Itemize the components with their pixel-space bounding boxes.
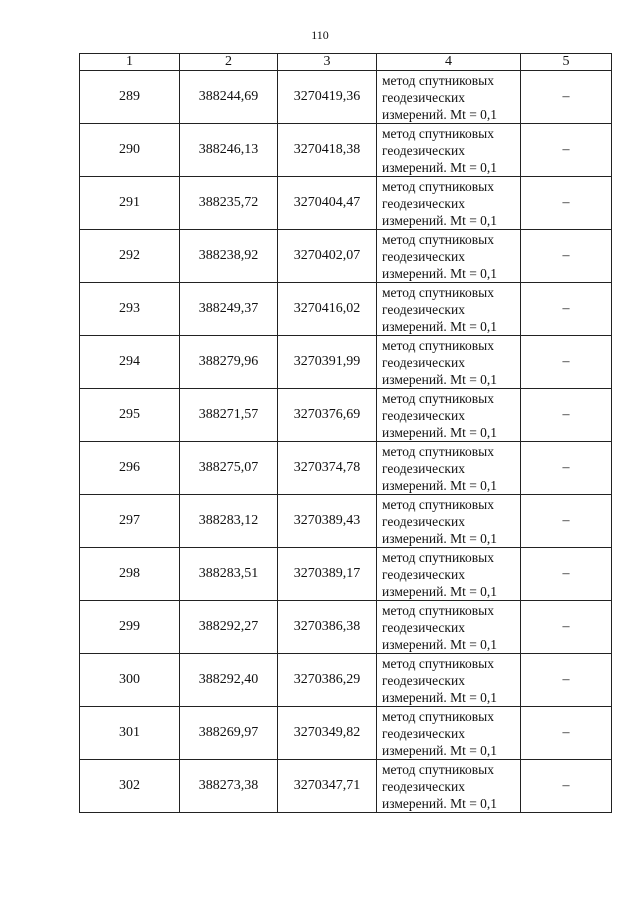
coordinate-y: 3270386,38 bbox=[278, 601, 377, 654]
table-row bbox=[80, 654, 612, 707]
point-number: 290 bbox=[80, 124, 180, 177]
coordinate-y: 3270374,78 bbox=[278, 442, 377, 495]
coordinate-x: 388283,51 bbox=[180, 548, 278, 601]
table-row bbox=[80, 177, 612, 230]
note: – bbox=[521, 283, 612, 336]
point-number: 300 bbox=[80, 654, 180, 707]
coordinate-x: 388292,40 bbox=[180, 654, 278, 707]
measurement-method: метод спутниковых геодезических измерений. Mt = 0,1 bbox=[377, 124, 521, 177]
table-row bbox=[80, 230, 612, 283]
point-number: 298 bbox=[80, 548, 180, 601]
note: – bbox=[521, 442, 612, 495]
point-number: 295 bbox=[80, 389, 180, 442]
table-row bbox=[80, 601, 612, 654]
coordinate-x: 388249,37 bbox=[180, 283, 278, 336]
coordinate-x: 388279,96 bbox=[180, 336, 278, 389]
coordinate-y: 3270347,71 bbox=[278, 760, 377, 813]
measurement-method: метод спутниковых геодезических измерений. Mt = 0,1 bbox=[377, 760, 521, 813]
coordinate-x: 388271,57 bbox=[180, 389, 278, 442]
column-header-2: 2 bbox=[180, 54, 278, 71]
table-row bbox=[80, 760, 612, 813]
point-number: 293 bbox=[80, 283, 180, 336]
point-number: 292 bbox=[80, 230, 180, 283]
measurement-method: метод спутниковых геодезических измерений. Mt = 0,1 bbox=[377, 230, 521, 283]
coordinate-y: 3270416,02 bbox=[278, 283, 377, 336]
coordinate-x: 388273,38 bbox=[180, 760, 278, 813]
coordinate-x: 388244,69 bbox=[180, 71, 278, 124]
column-header-1: 1 bbox=[80, 54, 180, 71]
note: – bbox=[521, 336, 612, 389]
coordinate-y: 3270386,29 bbox=[278, 654, 377, 707]
measurement-method: метод спутниковых геодезических измерений. Mt = 0,1 bbox=[377, 442, 521, 495]
point-number: 301 bbox=[80, 707, 180, 760]
coordinate-y: 3270419,36 bbox=[278, 71, 377, 124]
note: – bbox=[521, 177, 612, 230]
table-row bbox=[80, 707, 612, 760]
point-number: 296 bbox=[80, 442, 180, 495]
note: – bbox=[521, 124, 612, 177]
point-number: 289 bbox=[80, 71, 180, 124]
note: – bbox=[521, 601, 612, 654]
measurement-method: метод спутниковых геодезических измерений. Mt = 0,1 bbox=[377, 495, 521, 548]
coordinate-y: 3270402,07 bbox=[278, 230, 377, 283]
point-number: 302 bbox=[80, 760, 180, 813]
point-number: 299 bbox=[80, 601, 180, 654]
measurement-method: метод спутниковых геодезических измерений. Mt = 0,1 bbox=[377, 177, 521, 230]
note: – bbox=[521, 654, 612, 707]
column-header-4: 4 bbox=[377, 54, 521, 71]
column-header-3: 3 bbox=[278, 54, 377, 71]
measurement-method: метод спутниковых геодезических измерений. Mt = 0,1 bbox=[377, 336, 521, 389]
coordinate-x: 388238,92 bbox=[180, 230, 278, 283]
measurement-method: метод спутниковых геодезических измерений. Mt = 0,1 bbox=[377, 283, 521, 336]
coordinate-x: 388246,13 bbox=[180, 124, 278, 177]
coordinate-y: 3270389,17 bbox=[278, 548, 377, 601]
coordinate-y: 3270389,43 bbox=[278, 495, 377, 548]
measurement-method: метод спутниковых геодезических измерений. Mt = 0,1 bbox=[377, 654, 521, 707]
measurement-method: метод спутниковых геодезических измерений. Mt = 0,1 bbox=[377, 548, 521, 601]
note: – bbox=[521, 548, 612, 601]
coordinate-x: 388283,12 bbox=[180, 495, 278, 548]
coordinate-x: 388269,97 bbox=[180, 707, 278, 760]
table-row bbox=[80, 283, 612, 336]
coordinate-x: 388275,07 bbox=[180, 442, 278, 495]
table-row bbox=[80, 336, 612, 389]
coordinates-table bbox=[79, 53, 612, 813]
coordinate-y: 3270391,99 bbox=[278, 336, 377, 389]
coordinate-x: 388235,72 bbox=[180, 177, 278, 230]
note: – bbox=[521, 707, 612, 760]
coordinate-y: 3270349,82 bbox=[278, 707, 377, 760]
table-row bbox=[80, 124, 612, 177]
note: – bbox=[521, 760, 612, 813]
coordinate-y: 3270404,47 bbox=[278, 177, 377, 230]
coordinate-y: 3270418,38 bbox=[278, 124, 377, 177]
note: – bbox=[521, 71, 612, 124]
measurement-method: метод спутниковых геодезических измерений. Mt = 0,1 bbox=[377, 707, 521, 760]
table-row bbox=[80, 495, 612, 548]
table-row bbox=[80, 71, 612, 124]
coordinate-y: 3270376,69 bbox=[278, 389, 377, 442]
point-number: 297 bbox=[80, 495, 180, 548]
coordinate-x: 388292,27 bbox=[180, 601, 278, 654]
note: – bbox=[521, 230, 612, 283]
measurement-method: метод спутниковых геодезических измерений. Mt = 0,1 bbox=[377, 71, 521, 124]
measurement-method: метод спутниковых геодезических измерений. Mt = 0,1 bbox=[377, 601, 521, 654]
table-row bbox=[80, 548, 612, 601]
point-number: 291 bbox=[80, 177, 180, 230]
measurement-method: метод спутниковых геодезических измерений. Mt = 0,1 bbox=[377, 389, 521, 442]
note: – bbox=[521, 389, 612, 442]
page-number: 110 bbox=[311, 28, 329, 42]
note: – bbox=[521, 495, 612, 548]
column-header-5: 5 bbox=[521, 54, 612, 71]
table-row bbox=[80, 442, 612, 495]
table-header-row bbox=[80, 54, 612, 71]
table-row bbox=[80, 389, 612, 442]
point-number: 294 bbox=[80, 336, 180, 389]
